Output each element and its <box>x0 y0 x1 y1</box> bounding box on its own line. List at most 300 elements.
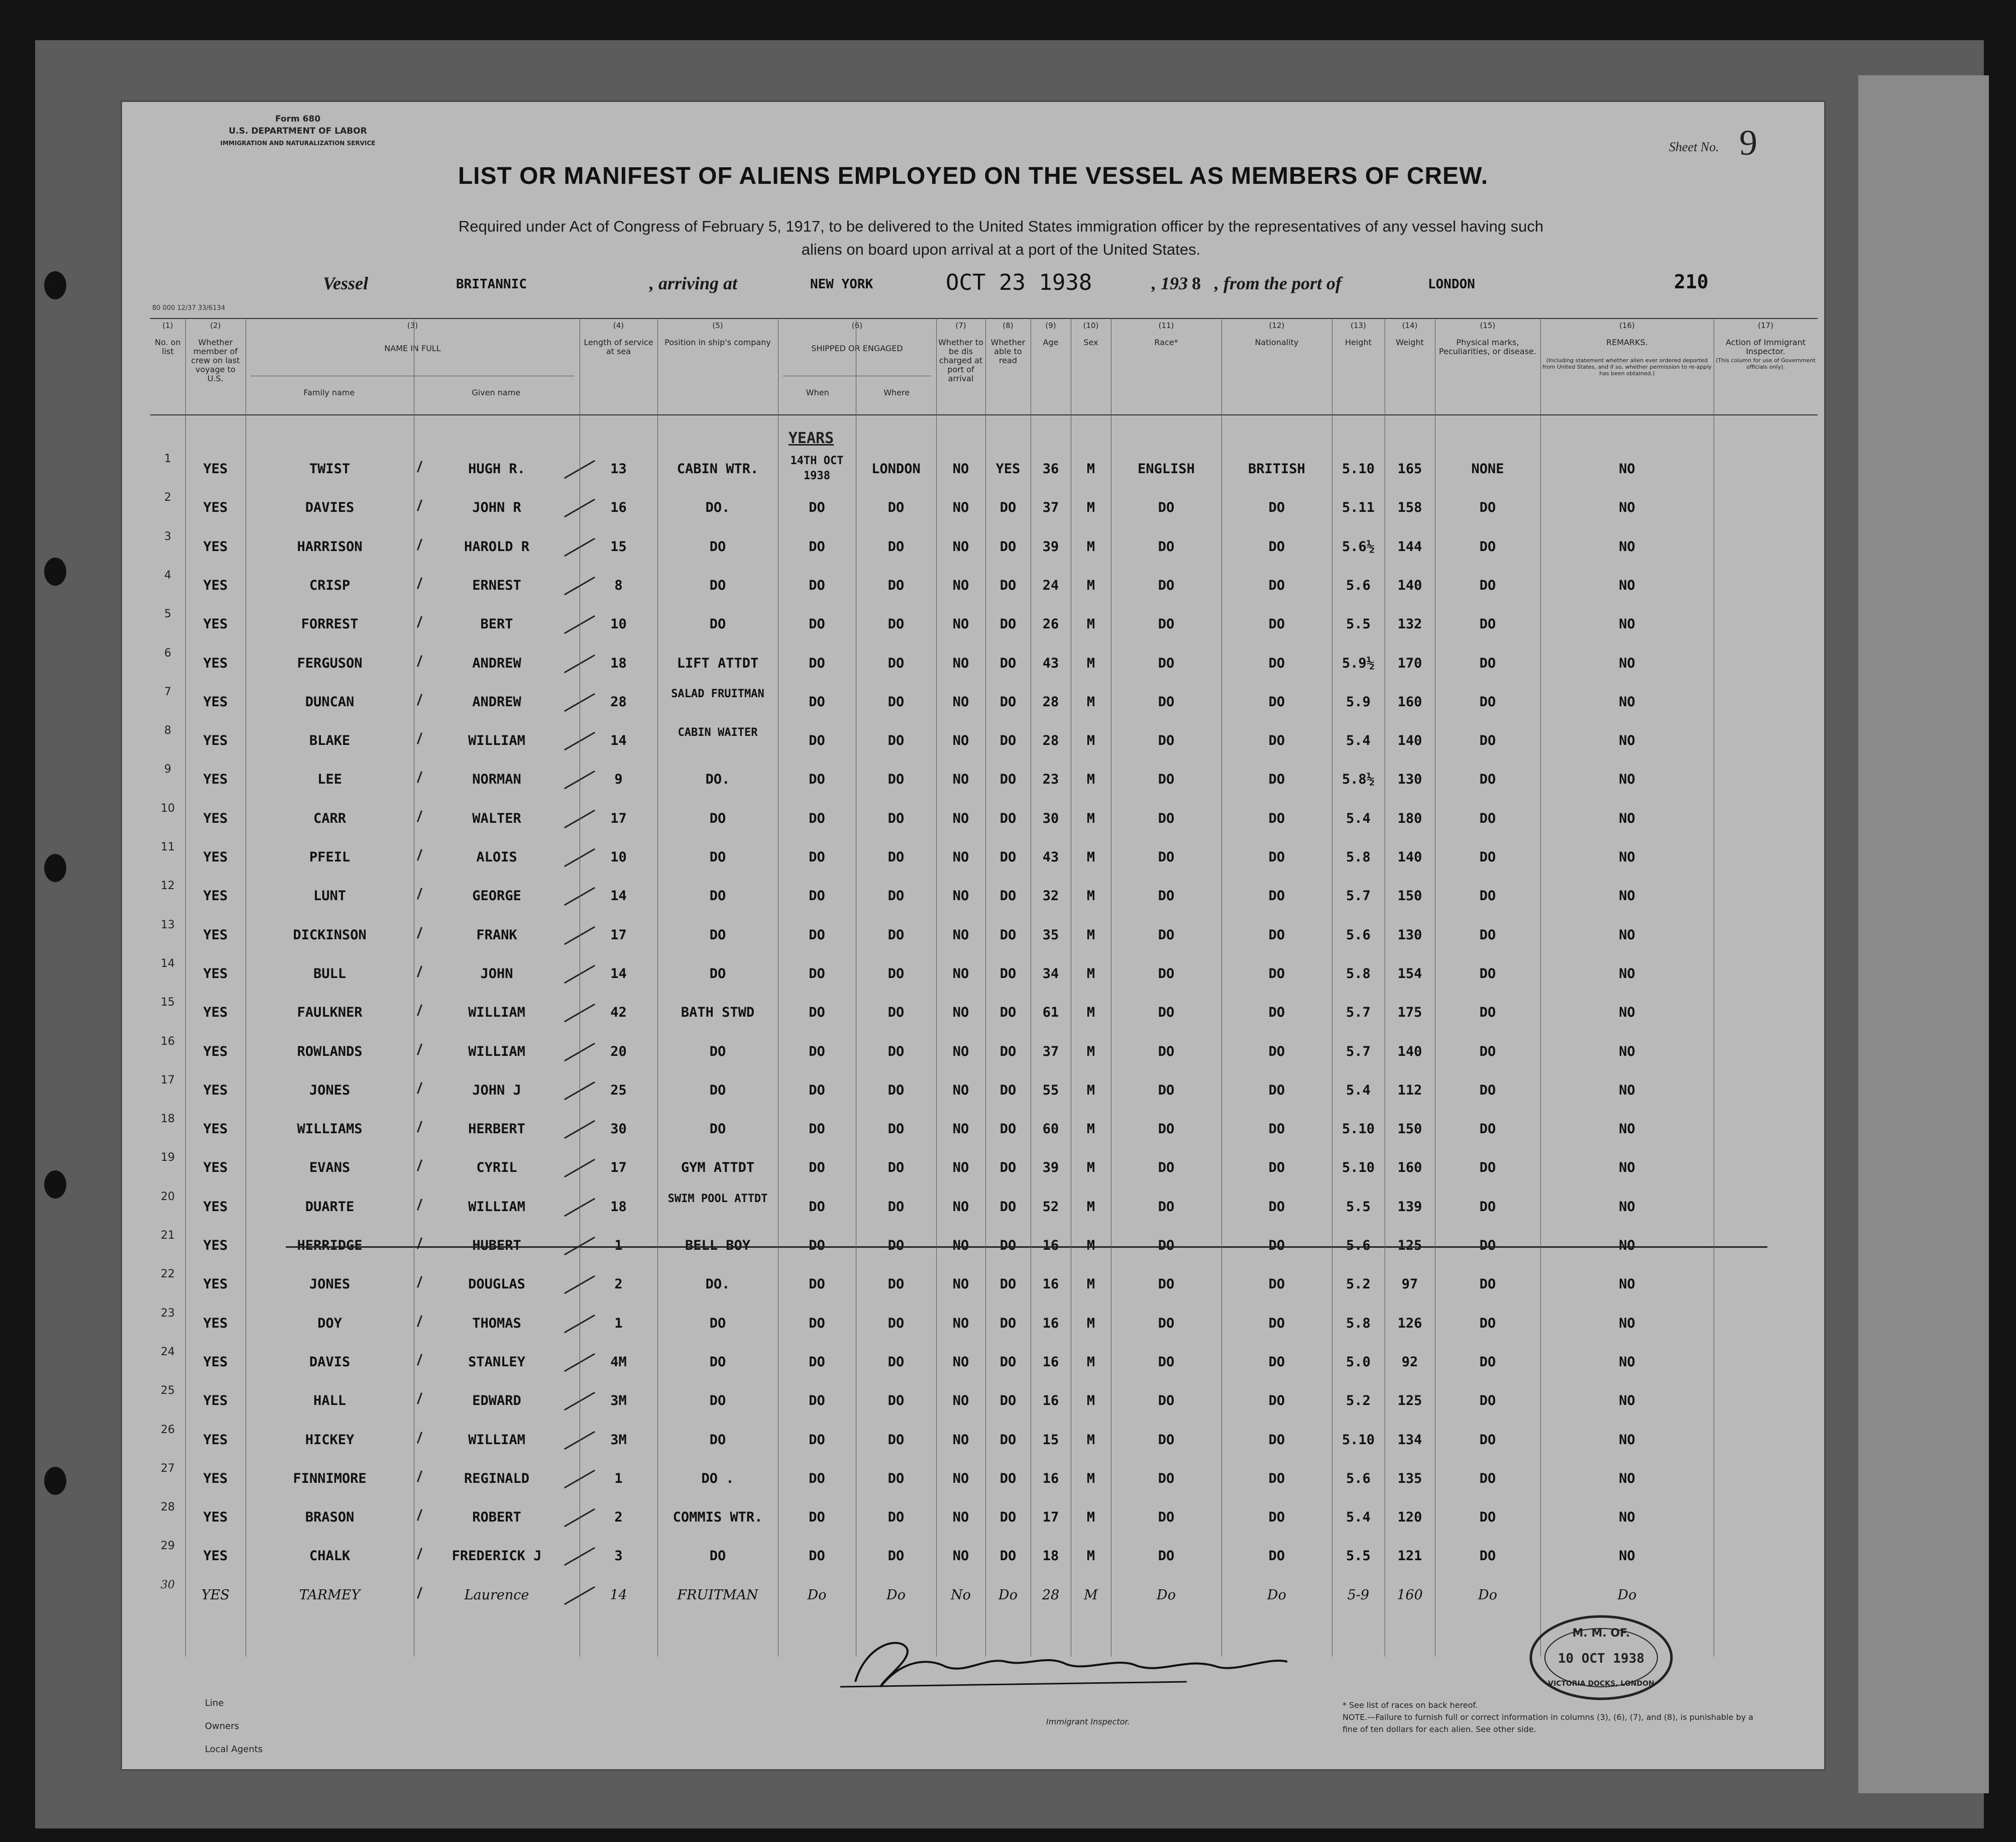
cell-position: DO. <box>705 500 730 516</box>
cell-position: DO <box>709 1121 726 1137</box>
cell-service: 18 <box>610 655 627 671</box>
cell-weight: 140 <box>1397 577 1422 593</box>
cell-age: 17 <box>1042 1509 1059 1526</box>
cell-age: 43 <box>1042 849 1059 865</box>
cell-where: DO <box>887 965 905 982</box>
cell-read: DO <box>999 772 1017 788</box>
cell-family: HICKEY <box>305 1432 355 1448</box>
cell-sex: M <box>1086 1043 1095 1059</box>
cell-position: DO <box>709 927 726 943</box>
cell-family: PFEIL <box>309 849 351 865</box>
cell-given: THOMAS <box>472 1315 521 1331</box>
cell-remarks: NO <box>1619 888 1635 904</box>
cell-position: CABIN WAITER <box>678 726 758 739</box>
cell-position: DO <box>709 1432 726 1448</box>
cell-nationality: DO <box>1268 1548 1285 1564</box>
cell-no: 5 <box>164 608 171 621</box>
cell-race: DO <box>1158 849 1175 865</box>
cell-age: 18 <box>1042 1548 1059 1564</box>
vessel-label: Vessel <box>323 273 368 293</box>
cell-where: DO <box>887 1005 905 1021</box>
footer-note <box>1342 1699 1754 1736</box>
cell-discharged: NO <box>952 772 969 788</box>
column-number: (4) <box>613 321 624 330</box>
cell-age: 24 <box>1042 577 1059 593</box>
cell-when: DO <box>809 772 825 788</box>
cell-height: 5.9½ <box>1341 655 1375 671</box>
column-header: No. on list <box>155 338 181 356</box>
cell-discharged: NO <box>952 849 969 865</box>
column-subheader: When <box>806 388 829 397</box>
cell-prev: YES <box>203 1509 228 1526</box>
cell-family: BRASON <box>305 1509 355 1526</box>
cell-sex: M <box>1086 1548 1095 1564</box>
cell-race: DO <box>1158 772 1175 788</box>
cell-height: 5.8 <box>1346 965 1371 982</box>
cell-given: GEORGE <box>472 888 521 904</box>
cell-remarks: NO <box>1619 1160 1635 1176</box>
cell-where: DO <box>887 733 905 749</box>
cell-service: 3 <box>614 1548 623 1564</box>
cell-sex: M <box>1086 733 1095 749</box>
cell-race: Do <box>1157 1587 1176 1603</box>
cell-prev: YES <box>203 1548 228 1564</box>
table-row <box>150 488 1818 527</box>
inspector-signature <box>835 1627 1307 1697</box>
cell-where: DO <box>887 655 905 671</box>
cell-family: JONES <box>309 1276 351 1292</box>
cell-marks: DO <box>1479 1509 1496 1526</box>
cell-read: DO <box>999 1160 1017 1176</box>
column-number: (15) <box>1480 321 1496 330</box>
seal-bottom-text: VICTORIA DOCKS, LONDON <box>1548 1680 1654 1688</box>
cell-remarks: NO <box>1619 965 1635 982</box>
cell-nationality: DO <box>1268 772 1285 788</box>
table-row <box>150 1459 1818 1498</box>
column-number: (3) <box>407 321 418 330</box>
owners-label: Owners <box>205 1721 240 1731</box>
cell-no: 16 <box>161 1035 175 1048</box>
cell-marks: Do <box>1478 1587 1497 1603</box>
crew-table <box>150 318 1818 1657</box>
cell-read: DO <box>999 538 1017 555</box>
cell-service: 14 <box>610 965 627 982</box>
table-row <box>150 1187 1818 1226</box>
cell-given: ALOIS <box>476 849 517 865</box>
cell-given: CYRIL <box>476 1160 517 1176</box>
column-header: REMARKS. <box>1606 338 1648 347</box>
cell-marks: DO <box>1479 1082 1496 1098</box>
cell-service: 1 <box>614 1238 623 1253</box>
cell-race: ENGLISH <box>1138 461 1195 477</box>
table-row <box>150 527 1818 566</box>
cell-sex: M <box>1086 772 1095 788</box>
cell-prev: YES <box>201 1587 230 1603</box>
cell-service: 30 <box>610 1121 627 1137</box>
cell-remarks: NO <box>1619 616 1635 632</box>
cell-remarks: NO <box>1619 500 1635 516</box>
cell-marks: DO <box>1479 1005 1496 1021</box>
cell-position: DO <box>709 538 726 555</box>
cell-given: REGINALD <box>464 1470 530 1486</box>
cell-prev: YES <box>203 1315 228 1331</box>
cell-height: 5.7 <box>1346 1005 1371 1021</box>
cell-given: EDWARD <box>472 1393 521 1409</box>
table-row <box>150 1071 1818 1110</box>
cell-read: DO <box>999 888 1017 904</box>
cell-service: 8 <box>614 577 623 593</box>
cell-marks: DO <box>1479 1276 1496 1292</box>
cell-read: DO <box>999 1199 1017 1215</box>
cell-position: FRUITMAN <box>677 1587 758 1603</box>
local-agents-label: Local Agents <box>205 1744 263 1755</box>
cell-remarks: NO <box>1619 1199 1635 1215</box>
column-header: Position in ship's company <box>664 338 771 347</box>
cell-no: 10 <box>161 802 175 815</box>
cell-age: 16 <box>1042 1238 1059 1253</box>
cell-height: 5.2 <box>1346 1276 1371 1292</box>
strikethrough-line <box>286 1246 1767 1248</box>
cell-where: DO <box>887 1043 905 1059</box>
cell-read: DO <box>999 927 1017 943</box>
cell-nationality: DO <box>1268 577 1285 593</box>
cell-given: JOHN J <box>472 1082 521 1098</box>
cell-prev: YES <box>203 655 228 671</box>
cell-read: DO <box>999 1238 1017 1253</box>
cell-race: DO <box>1158 1470 1175 1486</box>
cell-height: 5.9 <box>1346 694 1371 710</box>
cell-marks: DO <box>1479 1121 1496 1137</box>
cell-given: WILLIAM <box>468 1043 525 1059</box>
cell-sex: M <box>1086 888 1095 904</box>
cell-service: 9 <box>614 772 623 788</box>
cell-weight: 144 <box>1397 538 1422 555</box>
cell-where: DO <box>887 1121 905 1137</box>
cell-discharged: NO <box>952 1238 969 1253</box>
cell-family: FORREST <box>301 616 359 632</box>
cell-height: 5.8 <box>1346 849 1371 865</box>
column-rule <box>657 318 658 1657</box>
cell-prev: YES <box>203 1005 228 1021</box>
cell-weight: 130 <box>1397 772 1422 788</box>
cell-family: EVANS <box>309 1160 351 1176</box>
cell-discharged: NO <box>952 1082 969 1098</box>
cell-age: 28 <box>1042 694 1059 710</box>
cell-where: DO <box>887 810 905 826</box>
cell-nationality: DO <box>1268 1509 1285 1526</box>
cell-when: DO <box>809 1470 825 1486</box>
cell-weight: 180 <box>1397 810 1422 826</box>
cell-remarks: NO <box>1619 1354 1635 1370</box>
cell-marks: DO <box>1479 1470 1496 1486</box>
cell-prev: YES <box>203 1121 228 1137</box>
cell-given: HERBERT <box>468 1121 525 1137</box>
cell-race: DO <box>1158 1043 1175 1059</box>
years-label: YEARS <box>788 429 834 447</box>
official-seal-stamp <box>1526 1611 1676 1704</box>
cell-nationality: DO <box>1268 849 1285 865</box>
cell-discharged: NO <box>952 927 969 943</box>
cell-given: WILLIAM <box>468 1432 525 1448</box>
back-sheet-edge <box>1858 75 1989 1793</box>
cell-remarks: NO <box>1619 1121 1635 1137</box>
cell-nationality: DO <box>1268 1121 1285 1137</box>
cell-age: 16 <box>1042 1470 1059 1486</box>
cell-when: DO <box>809 616 825 632</box>
cell-remarks: NO <box>1619 1548 1635 1564</box>
cell-where: DO <box>887 1470 905 1486</box>
cell-no: 26 <box>161 1423 175 1436</box>
cell-position: DO <box>709 810 726 826</box>
cell-no: 12 <box>161 880 175 893</box>
cell-family: WILLIAMS <box>297 1121 363 1137</box>
cell-given: WILLIAM <box>468 1005 525 1021</box>
cell-prev: YES <box>203 1238 228 1253</box>
cell-remarks: NO <box>1619 810 1635 826</box>
table-row <box>150 605 1818 643</box>
cell-discharged: NO <box>952 1548 969 1564</box>
cell-where: DO <box>887 1393 905 1409</box>
cell-position: CABIN WTR. <box>677 461 759 477</box>
cell-read: DO <box>999 1548 1017 1564</box>
cell-prev: YES <box>203 849 228 865</box>
cell-prev: YES <box>203 538 228 555</box>
cell-marks: DO <box>1479 1393 1496 1409</box>
cell-discharged: NO <box>952 733 969 749</box>
cell-nationality: DO <box>1268 965 1285 982</box>
cell-when: DO <box>809 888 825 904</box>
cell-age: 60 <box>1042 1121 1059 1137</box>
table-row <box>150 1032 1818 1071</box>
column-header: Race* <box>1154 338 1178 347</box>
cell-read: DO <box>999 849 1017 865</box>
cell-read: DO <box>999 1121 1017 1137</box>
cell-remarks: NO <box>1619 655 1635 671</box>
cell-when: DO <box>809 810 825 826</box>
cell-when: DO <box>809 965 825 982</box>
cell-family: TARMEY <box>299 1587 361 1603</box>
cell-where: DO <box>887 1160 905 1176</box>
cell-discharged: NO <box>952 538 969 555</box>
cell-discharged: NO <box>952 1160 969 1176</box>
cell-marks: DO <box>1479 733 1496 749</box>
cell-age: 37 <box>1042 1043 1059 1059</box>
cell-age: 15 <box>1042 1432 1059 1448</box>
table-row <box>150 954 1818 993</box>
cell-weight: 175 <box>1397 1005 1422 1021</box>
cell-where: DO <box>887 538 905 555</box>
arrival-date-stamp: OCT 23 1938 <box>946 270 1092 295</box>
cell-prev: YES <box>203 1432 228 1448</box>
table-row <box>150 566 1818 605</box>
cell-family: CHALK <box>309 1548 351 1564</box>
cell-sex: M <box>1086 849 1095 865</box>
cell-position: DO <box>709 1315 726 1331</box>
cell-age: 43 <box>1042 655 1059 671</box>
cell-height: 5.8 <box>1346 1315 1371 1331</box>
cell-marks: DO <box>1479 577 1496 593</box>
cell-remarks: NO <box>1619 1509 1635 1526</box>
column-number: (13) <box>1351 321 1366 330</box>
cell-race: DO <box>1158 733 1175 749</box>
column-number: (11) <box>1158 321 1174 330</box>
table-row <box>150 1343 1818 1381</box>
cell-age: 16 <box>1042 1393 1059 1409</box>
cell-service: 4M <box>610 1354 627 1370</box>
cell-weight: 97 <box>1401 1276 1418 1292</box>
cell-when: DO <box>809 1043 825 1059</box>
cell-discharged: NO <box>952 965 969 982</box>
cell-discharged: NO <box>952 888 969 904</box>
cell-service: 1 <box>614 1470 623 1486</box>
cell-nationality: DO <box>1268 655 1285 671</box>
cell-service: 14 <box>610 888 627 904</box>
cell-no: 17 <box>161 1073 175 1087</box>
table-row <box>150 1498 1818 1537</box>
cell-read: DO <box>999 1470 1017 1486</box>
cell-race: DO <box>1158 1199 1175 1215</box>
column-number: (12) <box>1269 321 1285 330</box>
cell-nationality: DO <box>1268 1276 1285 1292</box>
cell-race: DO <box>1158 500 1175 516</box>
cell-prev: YES <box>203 810 228 826</box>
cell-where: Do <box>886 1587 906 1603</box>
cell-service: 25 <box>610 1082 627 1098</box>
cell-when: DO <box>809 1315 825 1331</box>
cell-race: DO <box>1158 616 1175 632</box>
cell-marks: DO <box>1479 538 1496 555</box>
cell-nationality: DO <box>1268 927 1285 943</box>
cell-race: DO <box>1158 1354 1175 1370</box>
cell-remarks: Do <box>1617 1587 1637 1603</box>
cell-marks: DO <box>1479 1548 1496 1564</box>
cell-no: 27 <box>161 1462 175 1475</box>
cell-service: 2 <box>614 1509 623 1526</box>
cell-service: 10 <box>610 849 627 865</box>
cell-marks: DO <box>1479 888 1496 904</box>
cell-no: 21 <box>161 1229 175 1242</box>
cell-race: DO <box>1158 538 1175 555</box>
cell-prev: YES <box>203 694 228 710</box>
cell-weight: 140 <box>1397 1043 1422 1059</box>
column-subheader: Given name <box>472 388 521 397</box>
vessel-line <box>122 270 1824 303</box>
cell-family: LEE <box>317 772 342 788</box>
column-header: Nationality <box>1255 338 1299 347</box>
table-row <box>150 683 1818 721</box>
cell-race: DO <box>1158 927 1175 943</box>
cell-given: HUGH R. <box>468 461 525 477</box>
cell-prev: YES <box>203 927 228 943</box>
column-subheader: Family name <box>303 388 355 397</box>
table-row <box>150 877 1818 915</box>
cell-height: 5.6 <box>1346 927 1371 943</box>
cell-when: DO <box>809 694 825 710</box>
cell-nationality: DO <box>1268 1199 1285 1215</box>
table-row <box>150 1576 1818 1614</box>
cell-race: DO <box>1158 1315 1175 1331</box>
cell-when: Do <box>807 1587 827 1603</box>
cell-nationality: DO <box>1268 1160 1285 1176</box>
cell-when: DO <box>809 1160 825 1176</box>
cell-where: DO <box>887 500 905 516</box>
inspector-label: Immigrant Inspector. <box>1046 1717 1130 1726</box>
column-header: Whether member of crew on last voyage to U.S. <box>191 338 240 383</box>
cell-given: HAROLD R <box>464 538 530 555</box>
header-top-rule <box>150 318 1818 319</box>
cell-height: 5.4 <box>1346 810 1371 826</box>
table-row <box>150 1226 1818 1265</box>
footer-labels <box>205 1692 263 1761</box>
table-row <box>150 1421 1818 1459</box>
cell-sex: M <box>1086 1432 1095 1448</box>
cell-discharged: NO <box>952 655 969 671</box>
cell-race: DO <box>1158 1082 1175 1098</box>
cell-height: 5.6 <box>1346 577 1371 593</box>
cell-prev: YES <box>203 1393 228 1409</box>
cell-height: 5.5 <box>1346 1199 1371 1215</box>
cell-weight: 92 <box>1401 1354 1418 1370</box>
cell-nationality: DO <box>1268 500 1285 516</box>
cell-age: 34 <box>1042 965 1059 982</box>
cell-position: DO <box>709 849 726 865</box>
cell-where: DO <box>887 772 905 788</box>
subtitle-line-1: Required under Act of Congress of February 5, 1917, to be delivered to the United States immigration officer by the representatives of any vessel having such <box>458 218 1544 235</box>
cell-height: 5.11 <box>1341 500 1375 516</box>
column-number: (14) <box>1402 321 1418 330</box>
cell-service: 14 <box>610 1587 627 1603</box>
cell-nationality: DO <box>1268 1005 1285 1021</box>
cell-family: CARR <box>313 810 347 826</box>
cell-service: 28 <box>610 694 627 710</box>
cell-weight: 140 <box>1397 849 1422 865</box>
cell-service: 14 <box>610 733 627 749</box>
cell-family: DUARTE <box>305 1199 355 1215</box>
cell-height: 5.4 <box>1346 1082 1371 1098</box>
subtitle-line-2: aliens on board upon arrival at a port of the United States. <box>801 241 1201 258</box>
cell-no: 20 <box>161 1190 175 1203</box>
cell-marks: DO <box>1479 500 1496 516</box>
cell-race: DO <box>1158 694 1175 710</box>
cell-discharged: NO <box>952 1432 969 1448</box>
cell-position: DO. <box>705 1276 730 1292</box>
cell-no: 1 <box>164 453 171 465</box>
cell-weight: 130 <box>1397 927 1422 943</box>
cell-position: GYM ATTDT <box>681 1160 755 1176</box>
cell-service: 13 <box>610 461 627 477</box>
cell-no: 18 <box>161 1113 175 1126</box>
cell-where: DO <box>887 577 905 593</box>
cell-prev: YES <box>203 888 228 904</box>
cell-marks: DO <box>1479 694 1496 710</box>
cell-given: WILLIAM <box>468 733 525 749</box>
cell-sex: M <box>1086 1160 1095 1176</box>
cell-race: DO <box>1158 1276 1175 1292</box>
cell-weight: 160 <box>1397 694 1422 710</box>
cell-weight: 165 <box>1397 461 1422 477</box>
cell-remarks: NO <box>1619 1432 1635 1448</box>
column-number: (9) <box>1045 321 1056 330</box>
cell-prev: YES <box>203 577 228 593</box>
cell-height: 5.5 <box>1346 1548 1371 1564</box>
cell-nationality: DO <box>1268 616 1285 632</box>
cell-age: 32 <box>1042 888 1059 904</box>
cell-discharged: NO <box>952 1121 969 1137</box>
header-bottom-rule <box>150 414 1818 415</box>
cell-given: WALTER <box>472 810 521 826</box>
cell-position: BELL BOY <box>685 1238 751 1253</box>
cell-weight: 121 <box>1397 1548 1422 1564</box>
